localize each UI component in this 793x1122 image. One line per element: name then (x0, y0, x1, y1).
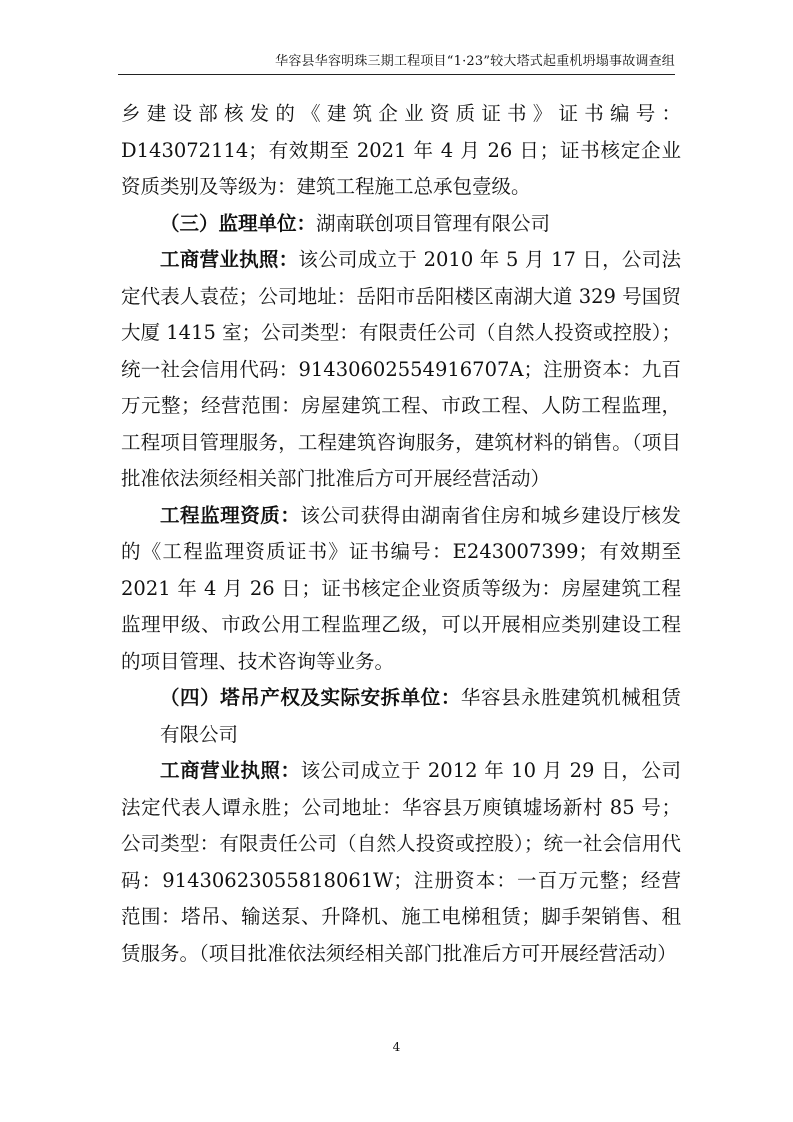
section-label: （三）监理单位： (160, 211, 317, 235)
paragraph-crane-owner-license (121, 753, 681, 972)
paragraph-text: 该公司成立于 2010 年 5 月 17 日，公司法定代表人袁莅；公司地址：岳阳市岳阳楼区南湖大道 329 号国贸大厦 1415 室；公司类型：有限责任公司（自然人投资或控股）；统一社会信用代码：91430602554916707A；注册资本：九百万元整；经营范围：房屋建筑工程、市政工程、人防工程监理，工程项目管理服务，工程建筑咨询服务，建筑材料的销售。（项目批准依法须经相关部门批准后方可开展经营活动） (121, 248, 681, 490)
paragraph-label: 工程监理资质： (160, 503, 301, 527)
header-title: 华容县华容明珠三期工程项目“1·23”较大塔式起重机坍塌事故调查组 (275, 54, 675, 69)
document-body (121, 96, 681, 972)
paragraph-text: 乡建设部核发的《建筑企业资质证书》证书编号：D143072114；有效期至 2021 年 4 月 26 日；证书核定企业资质类别及等级为：建筑工程施工总承包壹级。 (121, 102, 681, 198)
paragraph-text: 该公司获得由湖南省住房和城乡建设厅核发的《工程监理资质证书》证书编号：E243007399；有效期至 2021 年 4 月 26 日；证书核定企业资质等级为：房屋建筑工程监理甲级、市政公用工程监理乙级，可以开展相应类别建设工程的项目管理、技术咨询等业务。 (121, 503, 681, 673)
page-number: 4 (392, 1040, 401, 1054)
paragraph-label: 工商营业执照： (160, 759, 301, 782)
section-value: 华容县永胜建筑机械租赁有限公司 (160, 686, 681, 746)
paragraph-label: 工商营业执照： (160, 248, 299, 271)
page-header (118, 50, 675, 75)
paragraph-text: 该公司成立于 2012 年 10 月 29 日，公司法定代表人谭永胜；公司地址：华容县万庾镇墟场新村 85 号；公司类型：有限责任公司（自然人投资或控股）；统一社会信用代码：91430623055818061W；注册资本：一百万元整；经营范围：塔吊、输送泵、升降机、施工电梯租赁；脚手架销售、租赁服务。（项目批准依法须经相关部门批准后方可开展经营活动） (121, 759, 681, 965)
paragraph-qualification-continued (121, 96, 681, 206)
paragraph-supervisor-license (121, 242, 681, 498)
section-label: （四）塔吊产权及实际安拆单位： (160, 686, 461, 709)
paragraph-supervisor-qualification (121, 498, 681, 681)
section-value: 湖南联创项目管理有限公司 (316, 211, 551, 235)
section-heading-crane-owner (121, 680, 681, 753)
section-heading-supervisor (121, 206, 681, 243)
